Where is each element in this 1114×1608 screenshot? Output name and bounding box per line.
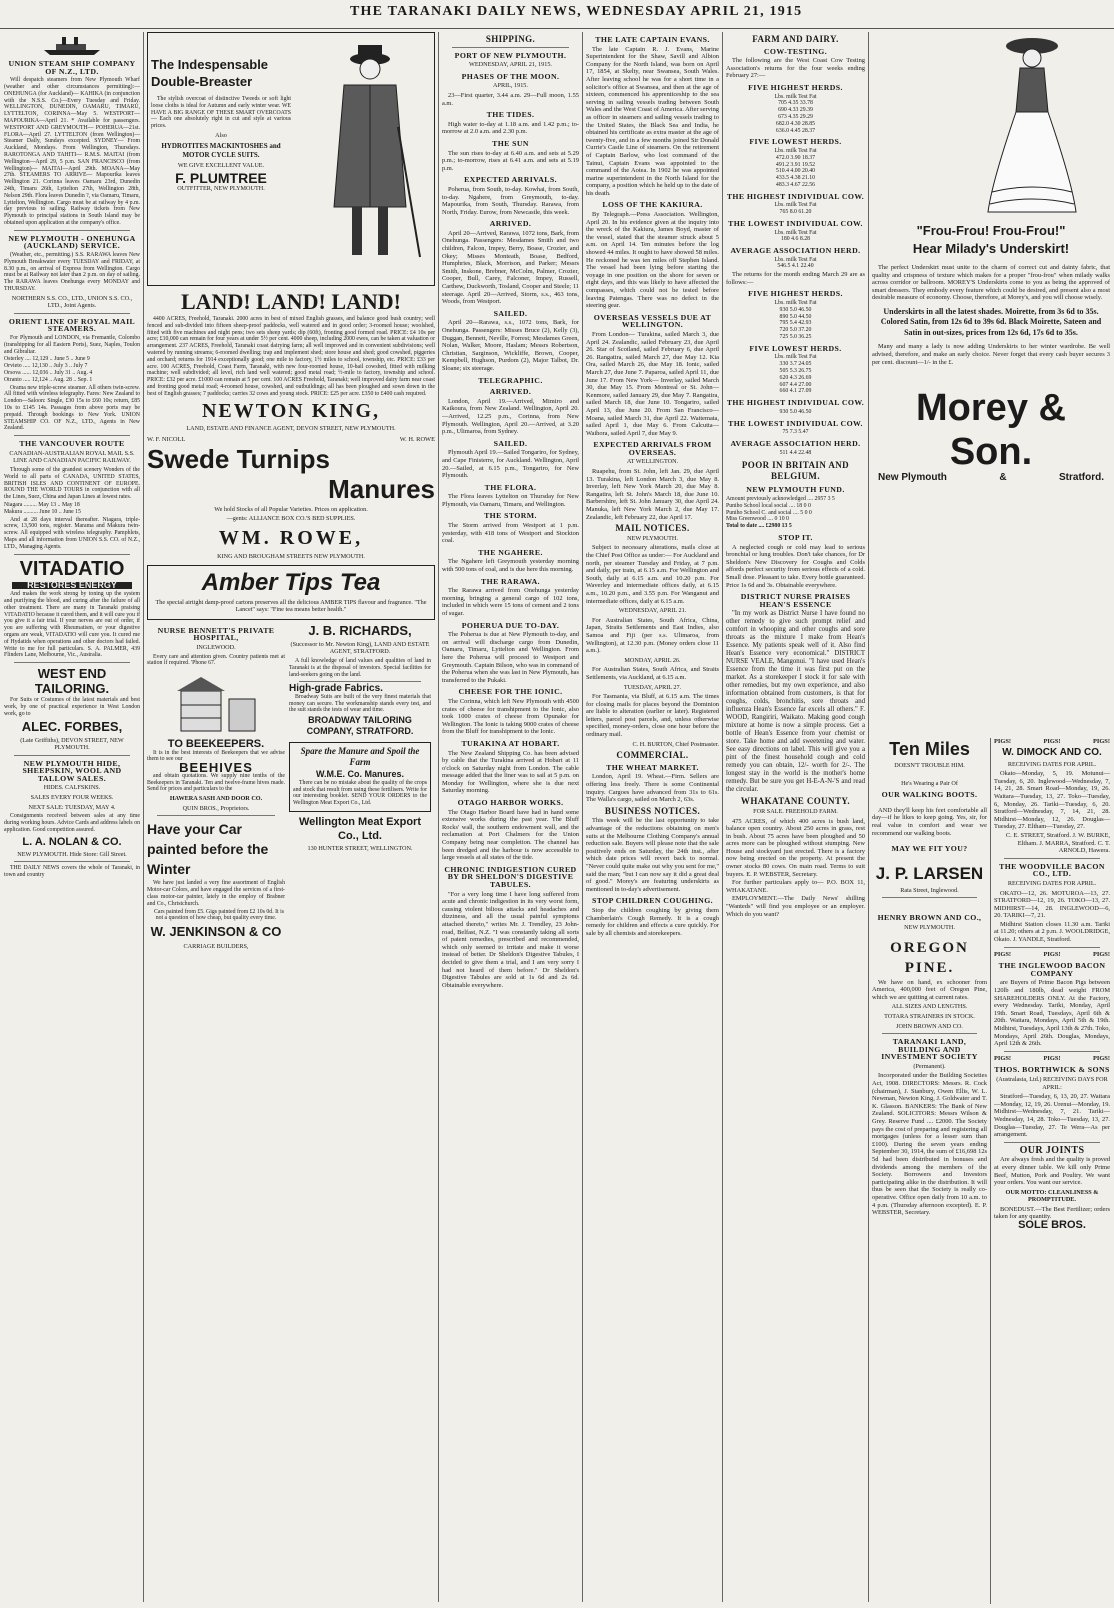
vancouver-row: Niagara ......... May 13 .. May 18 xyxy=(4,501,80,508)
lower-left-ads xyxy=(147,623,285,953)
pigs-row xyxy=(994,951,1110,959)
orient-heading: ORIENT LINE OF ROYAL MAIL STEAMERS. xyxy=(8,316,136,334)
dailynews-tail: THE DAILY NEWS covers the whole of Taranaki, in town and country xyxy=(4,865,140,879)
herd-row: 725 5.0 36.25 xyxy=(779,334,812,341)
whakatane-body: 475 ACRES, of which 400 acres is bush land, balance open country. About 250 acres in grass, rest in bush. About 75 acres have been ploughed and 50 acres more can be ploughed without stumping. New House and stockyard just erected. There is a factory now being erected on the property. At present the owner stocks 80 cows. On main road. Terms to suit buyers. E. P. WEBSTER, Secretary. xyxy=(726,817,865,878)
lower-ads-row xyxy=(147,623,435,953)
herd-row: 720 5.0 37.20 xyxy=(779,327,812,334)
morey-left: New Plymouth xyxy=(878,472,947,484)
cheese-heading: CHEESE FOR THE IONIC. xyxy=(458,687,563,697)
larsen-name: J. P. LARSEN xyxy=(875,863,984,883)
column-rule xyxy=(990,738,991,1604)
column-rule xyxy=(143,32,144,1602)
evans-heading: THE LATE CAPTAIN EVANS. xyxy=(595,35,710,44)
onehunga-agents: NORTHERN S.S. CO., LTD., UNION S.S. CO., LTD., Joint Agents. xyxy=(11,294,133,310)
rowe-name: WM. ROWE, xyxy=(218,526,364,549)
bldg-heading: TARANAKI LAND, BUILDING AND INVESTMENT SOCIETY xyxy=(881,1037,978,1062)
table-head: Lbs. milk Test Fat xyxy=(774,202,817,209)
tel-sailed-body: Plymouth April 19.—Sailed Tongariro, for Sydney, and Cape Finisterre, for Auckland. Wellington, April 20.—Sailed, at 6.15 p.m., Tongariro, for New Plymouth. xyxy=(442,449,579,480)
cough-body: Stop the children coughing by giving them Chamberlain's Cough Remedy. It is a cough remedy for children and effects a cure quickly. For sale by all chemists and storekeepers. xyxy=(586,906,719,937)
oregon-sizes: ALL SIZES AND LENGTHS. xyxy=(891,1003,968,1011)
turakina-body: The New Zealand Shipping Co. has been advised by cable that the Turakina arrived at Hobart at 11 o'clock on Saturday night from London. The cable message added that the liner was to sail at 5 p.m. on Monday for Wellington, where she is due next Saturday morning. xyxy=(442,749,579,795)
highgrade-body: Broadway Suits are built of the very finest materials that money can secure. The workmanship stands every test, and the suit stands the tests of wear and time. xyxy=(289,693,431,714)
tenmiles-body2: AND they'll keep his feet comfortable all day—if he likes to keep going. Yes, sir, for real value in comfort and wear we recommend our walking boots. xyxy=(872,806,987,837)
bonedust: BONEDUST.—The Best Fertilizer; orders taken for any quantity. xyxy=(994,1205,1110,1221)
newton-sub: LAND, ESTATE AND FINANCE AGENT, DEVON STREET, NEW PLYMOUTH. xyxy=(186,424,396,432)
pigs-label: PIGS! xyxy=(1043,950,1061,958)
avg-heading: AVERAGE ASSOCIATION HERD. xyxy=(730,246,861,256)
highest-cow-heading: THE HIGHEST INDIVIDUAL COW. xyxy=(726,191,865,201)
lower-right-ads xyxy=(289,623,431,953)
frou-spacer xyxy=(872,32,972,222)
mail-tue-body: For Tasmania, via Bluff, at 6.15 a.m. The times for closing mails for places beyond the Dominion are liable to alteration (earlier or later). Registered letters, parcel post parcels, and, unless otherwise specified, money-orders, close one hour before the ordinary mail. xyxy=(586,693,719,739)
highest-cow-heading: THE HIGHEST INDIVIDUAL COW. xyxy=(726,398,865,408)
bldg-body: Incorporated under the Building Societies Act, 1908. DIRECTORS: Messrs. R. Cock (chairman), J. Stanbury, Owen Ellis, W. L. Newman, Newton King, J. Goldwater and T. K. Glasson. BANKERS: The Bank of New Zealand. SOLICITORS: Messrs Wilson & Grey. Reserve Fund .... £2000. The Society pays the cost of preparing and registering all mortgages (unless for a lesser sum than £100). During the seven years ending September 30, 1914, the sum of £16,698 12s 5d had been distributed in bonuses and dividends among the members of the Society. Borrowers and Investors participating alike in the distribution. It will thus be seen that the Society is really co-operative. Office open daily from 10 a.m. to 4 p.m. (Thursday afternoon excepted). E. P. WEBSTER, Secretary. xyxy=(872,1072,987,1217)
whakatane-sub: FOR SALE. FREEHOLD FARM. xyxy=(753,807,838,815)
nicoll-left: W. F. NICOLL xyxy=(147,436,186,444)
kakiura-heading: LOSS OF THE KAKIURA. xyxy=(602,200,703,210)
at-wellington: AT WELLINGTON. xyxy=(626,458,679,466)
morey-amp: & xyxy=(999,472,1007,484)
richards-body: A full knowledge of land values and qualities of land in Taranaki is at the disposal of investors. Special facilities for land-seekers going on the land. xyxy=(289,657,431,678)
tenmiles-sub: DOESN'T TROUBLE HIM. xyxy=(894,762,965,769)
employment: EMPLOYMENT.—The Daily News' shilling "Wanteds" will find you employee or an employer. Which do you want? xyxy=(726,895,865,918)
orient-tail: Orama new triple-screw steamer. All others twin-screw. All fitted with wireless telegraphy. Fares: New Zealand to London—Saloon: Single, £30 15s to £60 10s; return, £85 10s to £145 14s. Passages from above ports may be prepaid. Through bookings to New York. UNION STEAMSHIP CO. OF N.Z., LTD., Agents in New Zealand. xyxy=(4,384,140,432)
westend-body: For Suits or Costumes of the latest materials and best work, by one of practical experience in West London work, go to xyxy=(4,697,140,717)
nurse-heading: DISTRICT NURSE PRAISES HEAN'S ESSENCE xyxy=(740,592,851,609)
column-rule xyxy=(868,32,869,1602)
jenkinson-name: W. JENKINSON & CO xyxy=(150,924,282,940)
stop-body: A neglected cough or cold may lead to serious bronchial or lung troubles. Don't take chances, for Dr Sheldon's New Discovery for Coughs and Colds affords perfect security from serious effects of a cold. Small dose. Pleasant to take. Every bottle guaranteed. Price 1s 6d and 3s. Obtainable everywhere. xyxy=(726,543,865,589)
herd-row: 620 4.3 26.69 xyxy=(779,374,812,381)
table-head: Lbs. milk Test Fat xyxy=(774,93,817,100)
orient-row: Orvieto ..... 12,130 .. July 3 .. July 7 xyxy=(4,363,88,370)
chronic-body: "For a very long time I have long suffered from acute and chronic indigestion in its very worst form, causing violent bilious attacks and headaches and dizziness, and all the usual painful symptoms attached thereto," writes Mr. J. Trendley, 23 John-road, Belfast, N.Z. "I was constantly taking all sorts of patent remedies, prescribed and recommended, which only seemed to irritate and make it worse instead of better. Dr Sheldon's Digestive Tabules, I decided to give them a trial, and I am very sorry I had not heard of them before." Dr Sheldon's Digestive Tabules are sold at 1s 6d and 2s 6d. Obtainable everywhere. xyxy=(442,890,579,989)
swede-body: We hold Stocks of all Popular Varieties. Prices on application. xyxy=(214,505,368,513)
masthead xyxy=(0,0,1114,29)
poherua-body: The Poherua is due at New Plymouth to-day, and on arrival will discharge cargo from Dunedin, Oamaru, Timaru, Lyttelton and Wellington. From here the Poherua will proceed to Westport and Greymouth. Captain Bilson, who was in command of the Poherua when she was last in New Plymouth, has transferred to the Pukaki. xyxy=(442,631,579,684)
whakatane-heading: WHAKATANE COUNTY. xyxy=(740,796,851,807)
pigs-label: PIGS! xyxy=(1092,738,1110,745)
fund-row: Miss Greenwood .... 0 10 0 xyxy=(726,516,789,523)
five-lowest-heading: FIVE LOWEST HERDS. xyxy=(749,137,842,147)
shipping-heading: SHIPPING. xyxy=(485,34,536,44)
pigs-label: PIGS! xyxy=(994,738,1012,745)
herd-row: 930 5.0 46.50 xyxy=(779,306,812,313)
five-highest-heading: FIVE HIGHEST HERDS. xyxy=(748,289,843,299)
vancouver-sub: CANADIAN-AUSTRALIAN ROYAL MAIL S.S. LINE AND CANADIAN PACIFIC RAILWAY. xyxy=(9,449,135,465)
mail-heading: MAIL NOTICES. xyxy=(615,523,690,534)
sailed-heading: SAILED. xyxy=(493,308,528,318)
tides-body: High water to-day at 1.18 a.m. and 1.42 p.m.; to-morrow at 2.0 a.m. and 2.30 p.m. xyxy=(442,120,579,136)
pigs-row xyxy=(994,738,1110,746)
column-morey-ads xyxy=(872,32,1110,732)
nolan-sub: NEW PLYMOUTH. Hide Store: Gill Street. xyxy=(17,850,127,858)
nicoll-row xyxy=(147,436,435,444)
march-intro: The returns for the month ending March 29 are as follows:— xyxy=(726,271,865,286)
frou-title: "Frou-Frou! Frou-Frou!" xyxy=(916,223,1066,238)
dimock-agents: C. E. STREET, Stratford. J. W. BURKE, Eltham. J. MARRA, Stratford. C. T. ARNOLD, Hawera. xyxy=(1005,831,1110,855)
swede-title: Swede Turnips xyxy=(147,443,330,474)
evans-body: The late Captain R. J. Evans, Marine Superintendent for the Shaw, Savill and Albion Company for the North Island, was born on April 17, 1854, at Skelty, near Swansea, South Wales. After leaving school he was for a short time in a solicitor's office at Swansea, and then at the age of sixteen, commenced his apprenticeship to the sea serving in sailing vessels trading between South Wales and the West Coast of America. After serving as officer in steamers and sailing vessels trading to the United States, the Black Sea and India, he obtained his certificate as extra master at the age of twenty-five, and in a few months joined Sir Donald Currie's Castle Line of steamers. On the retirement of Captain Barlow, who lost command of the Tainui, Captain Evans was appointed to the command of the Aotea. In 1902 he was appointed marine superintendent in the North Island for the company, a position which he held up to the date of his death. xyxy=(586,45,719,197)
herd-row: 890 5.0 44.50 xyxy=(779,313,812,320)
mail-mon-body: For Australian States, South Africa, and Straits Settlements, via Auckland, at 6.15 a.m. xyxy=(586,666,719,681)
column-boots-pine xyxy=(872,738,987,1604)
frou-tail: Many and many a lady is now adding Underskirts to her winter wardrobe. Be well advised, therefore, and make an early choice. Never forget that every cash buyer secures 3 per cent. discount—1/- in the £. xyxy=(872,343,1110,366)
plumtree-value: WE GIVE EXCELLENT VALUE. xyxy=(177,161,265,169)
tel-arrived-body: London, April 19.—Arrived, Mimiro and Kaikoura, from New Zealand. Wellington, April 20.—Arrived, 12.25 p.m., Corinna, from New Plymouth. Wellington, April 20.—Arrived, at 3.20 p.m., Ulimaroa, from Sydney. xyxy=(442,397,579,436)
mail-body: Subject to necessary alterations, mails close at the Chief Post Office as under:— For Auckland and north, per steamer Tuesday and Friday, at 7 p.m. and daily, per train, at 6.15 a.m. For Wellington and South, daily at 6.15 a.m. and 10.20 p.m. For Waverley and intermediate offices daily, at 6.15 a.m., 10.20 p.m., and 3.55 p.m. For Wanganui and intermediate offices, daily at 6.15 a.m. xyxy=(586,544,719,605)
car-body: We have just landed a very fine assortment of English Motor-car Colors, and have engaged the services of a first-class motor-car painter, lately in the employ of Brabner and Co., Christchurch. xyxy=(147,880,285,907)
beehive-illustration xyxy=(171,669,261,739)
spare-manure-advert xyxy=(289,742,431,812)
herd-row: 607 4.4 27.00 xyxy=(779,381,812,388)
table-head: Lbs. milk Test Fat xyxy=(774,147,817,154)
motto: OUR MOTTO: CLEANLINESS & PROMPTITUDE. xyxy=(1005,1188,1099,1204)
plumtree-title: The Indespensable Double-Breaster xyxy=(151,57,269,89)
brown-name: HENRY BROWN AND CO., xyxy=(877,913,982,923)
kakiura-body: By Telegraph.—Press Association. Wellington, April 20. In his evidence given at the inquiry into the wreck of the Kakiura, James Boyd, master of the vessel, stated that the steamer struck about 5 a.m. on April 14. Ten minutes before the log showed 44 miles. It ought to have showed 58 miles. He reckoned he was ten miles off Stephen Island. The vessel had been lying before starting the voyage in one position on the shore for seven or eight days, and this was likely to have affected the compasses, which could not be tested before leaving Patengas. There was no defect in the steering gear. xyxy=(586,211,719,310)
otago-body: The Otago Harbor Board have had in hand some extensive works during the past year. The Bluff Rocks' wall, the southern endowment wall, and the reclamation at Port Chalmers for the Union Company being near completion. The channel has been dredged and the harbour is now accessible to large vessels at all states of the tide. xyxy=(442,808,579,862)
hawera-name: HAWERA SASH AND DOOR CO. xyxy=(169,795,263,803)
herd-row: 546.5 4.1 22.40 xyxy=(777,263,814,270)
fund-total: Total to date .... £2980 13 5 xyxy=(726,523,792,530)
moon-heading: PHASES OF THE MOON. xyxy=(461,71,560,81)
tenmiles-boots: OUR WALKING BOOTS. xyxy=(881,790,978,800)
tenmiles-title: Ten Miles xyxy=(889,739,970,759)
plumtree-body: The stylish overcoat of distinctive Tweeds or soft light loose cloths is ideal for Autumn and early winter wear. WE HAVE A BIG RANGE OF THESE SMART OVERCOATS— Each one absolutely right in cut and style at various prices. xyxy=(151,96,291,130)
borthwick-body: Stratford—Tuesday, 6, 13, 20, 27. Waitara—Monday, 12, 19, 26. Urenui—Monday, 19. Midhirst—Wednesday, 7, 21. Tariki—Wednesday, 14, 28. Toko—Tuesday, 13, 27. Douglas—Tuesday, 27. Te Wera—As per arrangement. xyxy=(994,1093,1110,1139)
swede-agents: —gents: ALLIANCE BOX CO.'S BED SUPPLIES. xyxy=(226,515,356,523)
overseas-body: From London— Turakina, sailed March 3, due April 24. Zealandic, sailed February 23, due April 26. Star of Scotland, sailed February 6, due April 26. Rangatira, sailed March 27, due May 12. Kia Ora, sailed March 26, due May 18. Ionic, sailed March 27, due June 7. Paparoa, sailed April 11, due June 17. From New York— Inverlay, sailed March 30, due May 15. From Montreal or St. John— Kenmore, sailed January 29, due May 7. Rangatira, sailed March 18, due June 10. Tongariro, sailed April 13, due June 20. From San Francisco— Moana, sailed March 31, due April 22. Waitemata, sailed April 1, due May 6. From Calcutta— Waihora, sailed April 7, due May 9. xyxy=(586,330,719,437)
lowest-cow-heading: THE LOWEST INDIVIDUAL COW. xyxy=(728,418,863,428)
herd-row: 660 4.1 27.09 xyxy=(779,388,812,395)
inglewood-heading: THE INGLEWOOD BACON COMPANY xyxy=(998,961,1106,978)
telegraphic-heading: TELEGRAPHIC. xyxy=(478,375,543,385)
column-farm-dairy xyxy=(726,32,865,1604)
lady-underskirt-illustration xyxy=(972,32,1102,222)
pigs-label: PIGS! xyxy=(1092,950,1110,958)
broadway-name: BROADWAY TAILORING COMPANY, STRATFORD. xyxy=(306,715,414,737)
mail-wed-body: For Australian States, South Africa, China, Japan, Straits Settlements and East Indies, also Samoa and Fiji (per s.s. Ulimaroa, from Wellington), at 12.30 p.m. (Money orders close 11 a.m.). xyxy=(586,616,719,655)
lowest-cow-heading: THE LOWEST INDIVIDUAL COW. xyxy=(728,218,863,228)
plumtree-sub: OUTFITTER, NEW PLYMOUTH. xyxy=(177,184,265,192)
business-body: This week will be the last opportunity to take advantage of the reductions obtaining on men's suits at the Melbourne Clothing Company's annual reduction sale. Buyers will please note that the sale positively ends on Saturday, the 24th inst., after which date prices will revert back to normal. "Never could quite make out why you sent for me," said the man; "but I can now say it did a great deal of good." Morey's are featuring underskirts as mentioned in to-day's advertisement. xyxy=(586,817,719,893)
column-news xyxy=(586,32,719,1604)
expected-overseas-heading: EXPECTED ARRIVALS FROM OVERSEAS. xyxy=(593,440,712,457)
oregon-totara: TOTARA STRAINERS IN STOCK. xyxy=(884,1012,975,1020)
fund-row: Puniho School local social .... 18 0 0 xyxy=(726,502,811,509)
richards-sub: (Successor to Mr. Newton King), LAND AND ESTATE AGENT, STRATFORD. xyxy=(290,640,430,656)
avg-heading: AVERAGE ASSOCIATION HERD. xyxy=(730,439,861,448)
herd-row: 505 5.3 26.75 xyxy=(779,368,812,375)
newton-name: NEWTON KING, xyxy=(201,399,381,422)
westend-title: WEST END TAILORING. xyxy=(34,666,110,697)
burton: C. H. BURTON, Chief Postmaster. xyxy=(632,740,719,748)
herd-row: 636.0 4.45 28.37 xyxy=(775,127,816,134)
herd-row: 330 3.7 24.05 xyxy=(779,361,812,368)
richards-name: J. B. RICHARDS, xyxy=(308,622,412,638)
business-heading: BUSINESS NOTICES. xyxy=(604,805,701,816)
herd-row: 472.0 3.90 18.37 xyxy=(775,154,816,161)
moon-body: 23—First quarter, 3.44 a.m. 29—Full moon, 1.55 a.m. xyxy=(442,91,579,107)
herd-row: 682.0 4.30 28.85 xyxy=(775,120,816,127)
herd-row: 75 7.3 5.47 xyxy=(782,429,809,436)
oregon-name: JOHN BROWN AND CO. xyxy=(896,1022,963,1030)
flora-body: The Flora leaves Lyttelton on Thursday for New Plymouth, via Oamaru, Timaru, and Wellington. xyxy=(442,493,579,508)
ngahere-heading: THE NGAHERE. xyxy=(478,547,543,557)
oregon-title: OREGON PINE. xyxy=(890,939,969,976)
beehives: BEEHIVES xyxy=(179,760,253,776)
wmeco-body: There can be no mistake about the quality of the crops and stock that result from using these fertilisers. Write for our interesting booklet. SEND YOUR ORDERS to the Wellington Meat Export Co., Ltd. xyxy=(293,779,427,807)
jenkinson-sub: CARRIAGE BUILDERS, xyxy=(183,943,249,951)
forbes-name: ALEC. FORBES, xyxy=(21,718,123,734)
poherua-heading: POHERUA DUE TO-DAY. xyxy=(461,620,560,630)
bee-body2: and obtain quotations. We supply nine tenths of the Beekeepers in Taranaki. Ten and twelve-frame hives made. Send for prices and particulars to the xyxy=(147,772,285,793)
frou-list: Underskirts in all the latest shades. Moirette, from 3s 6d to 35s. Colored Satin, from 12s 6d to 39s 6d. Black Moirette, Sateen and Satin in out-sizes, prices from 12s 6d, 17s 6d to 35s. xyxy=(880,306,1102,337)
table-head: Lbs. milk Test Fat xyxy=(774,300,817,307)
wheat-body: London, April 19. Wheat.—Firm. Sellers are offering less freely. There is some Continental inquiry. Cargoes have advanced from 31s to 61s. The Walla's cargo, sailed on March 2, 63s. xyxy=(586,773,719,804)
pigs-label: PIGS! xyxy=(994,1054,1012,1062)
herd-row: 795 5.4 42.93 xyxy=(779,320,812,327)
pigs-label: PIGS! xyxy=(1092,1054,1110,1062)
tel-arrived-heading: ARRIVED. xyxy=(489,387,532,397)
moon-month: APRIL, 1915. xyxy=(493,82,528,90)
herd-row: 705 4.35 33.78 xyxy=(778,100,813,107)
onehunga-heading: NEW PLYMOUTH - ONEHUNGA (AUCKLAND) SERVICE. xyxy=(8,233,136,251)
turakina-heading: TURAKINA AT HOBART. xyxy=(461,738,560,748)
manures-title: Manures xyxy=(328,473,435,504)
borthwick-sub: (Australasia, Ltd.) RECEIVING DAYS FOR APRIL: xyxy=(996,1075,1108,1091)
vancouver-tail: And at 28 days interval thereafter. Niagara, triple-screw, 13,500 tons, register. Marama and Makura twin-screw. All equipped with wireless telegraphy. Pamphlets, Maps and all information from UNION S.S. CO. of N.Z., LTD., Managing Agents. xyxy=(4,516,140,550)
steamship-icon xyxy=(42,34,102,56)
chronic-heading: CHRONIC INDIGESTION CURED BY DR SHELDON'S DIGESTIVE TABULES. xyxy=(444,864,577,889)
masthead-title: THE TARANAKI DAILY NEWS, WEDNESDAY APRIL 21, 1915 xyxy=(350,4,803,19)
flora-heading: THE FLORA. xyxy=(484,482,537,492)
woodville-heading: THE WOODVILLE BACON CO., LTD. xyxy=(999,861,1105,879)
land-title: LAND! LAND! LAND! xyxy=(181,289,401,314)
cough-heading: STOP CHILDREN COUGHING. xyxy=(591,896,714,906)
pigs-label: PIGS! xyxy=(994,950,1012,958)
farm-heading: FARM AND DAIRY. xyxy=(752,34,839,44)
arrived-heading: ARRIVED. xyxy=(489,219,532,229)
expected-body: Poherua, from South, to-day. Kowhai, from South, to-day. Ngahere, from Greymouth, to-day. Mapourika, from South, Thursday. Rarawa, from North, Friday. Eurow, from Newcastle, this week. xyxy=(442,185,579,216)
sailed-body: April 20—Rarawa, s.s., 1072 tons, Bark, for Onehunga. Passengers: Misses Bruce (2), Kelly (3), Duggan, Bennett, Neville, Forrest; Mesdames Green, Nolan, Walker, Moore, Haslam; Messrs Robertson, Christian, Sarginson, Wickliffe, Brown, Cooper, Kempbell, Hughson, Purdom (2), Major Talbot, Dr. Sloane; six steerage. xyxy=(442,319,579,372)
dimock-body: Okato—Monday, 5, 19. Motunui—Tuesday, 6, 20. Inglewood—Wednesday, 7, 14, 21, 28. Smart Road—Monday, 19, 26. Waitara—Tuesday, 13, 27. Toko—Tuesday, 6, Monday, 26. Tariki—Tuesday, 6, 20. Stratford—Wednesday, 7, 14, 21, 28. Midhirst—Monday, 12, 26. Douglas—Tuesday, 27. Eltham—Tuesday, 27. xyxy=(994,770,1110,831)
frou-top xyxy=(872,32,1110,222)
poor-heading: POOR IN BRITAIN AND BELGIUM. xyxy=(741,460,850,482)
plumtree-name: F. PLUMTREE xyxy=(175,170,267,187)
pigs-label: PIGS! xyxy=(1043,738,1061,745)
cow-intro: The following are the West Coast Cow Testing Association's returns for the four weeks ending February 27:— xyxy=(726,57,865,80)
tel-sailed-heading: SAILED. xyxy=(493,438,528,448)
joints-body: Are always fresh and the quality is proved at every dinner table. We kill only Prime Beef, Mutton, Pork and Poultry. We want your orders. You want our service. xyxy=(994,1156,1110,1187)
woodville-tail: Midhirst Station closes 11.30 a.m. Tariki at 11.20; others at 2 p.m. J. WOOLDRIDGE, Okato. J. YANDLE, Stratford. xyxy=(994,920,1110,944)
table-head: Lbs. milk Test Fat xyxy=(774,256,817,263)
land-body: 4400 ACRES, Freehold, Taranaki. 2000 acres in best of mixed English grasses, and balance good bush country; well fenced and sub-divided into fifteen sheep-proof paddocks, well watered and in good order; 3-roomed house; woolshed, fitted with five machines and night pens; two sets sheep yards; dip (60ft), fronting good formed road. PRICE: £4 10s per acre; £10,000 can remain for four years at under 5½ per cent. 4000 sheep, including 2000 ewes, can be taken at valuation or arrangement. 237 ACRES, Freehold, Taranaki coast dairying farm; all well improved and in convenient subdivisions; well watered by running streams; 6-roomed dwelling; trap and implement shed; store house and shed; good cowshed, piggeries and orchard; returns for 1914 exceptionally good; one mile to factory, 1½ miles to school, township, etc. PRICE: £33 per acre. 100 ACRES, Freehold, Coast Farm, Taranaki, with new four-roomed house, 10-bail cowshed, fitted with milking machine; well subdivided; all level, rich land well watered; good metal road; ½-mile to factory, township and school. PRICE: £32 per acre. £1000 can remain at 5 per cent. 100 ACRES Freehold, Taranaki; well improved dairy farm near coast and fronting good metal road; 4-roomed house, cowshed, and outbuildings; all has been ploughed and sown down in the best of English grasses; 7 paddocks; carries 32 cows and young stock. PRICE: £25 per acre. £350 to £400 cash required. xyxy=(147,316,435,397)
forbes-sub: (Late Griffiths), DEVON STREET, NEW PLYMOUTH. xyxy=(20,736,124,752)
column-land-ads xyxy=(147,32,435,1604)
herd-row: 491.2 3.91 19.52 xyxy=(775,161,816,168)
vitadatio-sub: RESTORES ENERGY xyxy=(12,582,132,590)
hide-next: NEXT SALE: TUESDAY, MAY 4. xyxy=(28,803,116,811)
herd-row: 510.4 4.00 20.40 xyxy=(775,168,816,175)
tides-heading: THE TIDES. xyxy=(486,110,535,120)
commercial-heading: COMMERCIAL. xyxy=(616,750,689,761)
spare-title: Spare the Manure and Spoil the Farm xyxy=(300,746,420,768)
nolan-name: L. A. NOLAN & CO. xyxy=(22,835,122,848)
meat-title: Wellington Meat Export Co., Ltd. xyxy=(298,816,422,843)
table-head: Lbs. milk Test Fat xyxy=(774,354,817,361)
tenmiles-body: He's Wearing a Pair Of xyxy=(901,779,958,787)
vancouver-heading: THE VANCOUVER ROUTE xyxy=(19,439,125,449)
mail-mon: MONDAY, APRIL 26. xyxy=(624,656,681,664)
table-head: Lbs. milk Test Fat xyxy=(774,229,817,236)
borthwick-heading: THOS. BORTHWICK & SONS xyxy=(994,1065,1110,1075)
nicoll-right: W. H. ROWE xyxy=(399,436,435,444)
expected-overseas-body: Ruapehu, from St. John, left Jan. 29, due April 13. Turakina, left London March 3, due May 8. Inverlay, left New York March 20, due May 8. Rangatira, left St. John's March 18, due June 10. Barbershire, left St. John January 30, due April 24. Manuka, left New York March 2, due May 17. Zealandic, left February 22, due April 17. xyxy=(586,468,719,521)
frou-body: The perfect Underskirt must unite to the charm of correct cut and dainty fabric, that quality and crispness of texture which makes for a proper "frou-frou" when milady walks across corridor or ballroom. MOREY'S Underskirts come to you as being the approved of smart dressers. They embody every feature which could be desired, and present also a most desirable measure of economy. Choose, therefore, at Morey's, and you will choose wisely. xyxy=(872,264,1110,302)
morey-locations xyxy=(872,474,1110,482)
column-shipping-news xyxy=(442,32,579,1604)
vancouver-row: Makura .......... June 10 .. June 15 xyxy=(4,508,81,515)
plumtree-items: HYDROTITES MACKINTOSHES and MOTOR CYCLE SUITS. xyxy=(161,141,281,159)
cow-heading: COW-TESTING. xyxy=(763,46,828,56)
wmeco-title: W.M.E. Co. Manures. xyxy=(315,769,404,780)
fund-row: Amount previously acknowledged .... 2957 3 5 xyxy=(726,495,835,502)
hide-heading: NEW PLYMOUTH HIDE, SHEEPSKIN, WOOL AND TALLOW SALES. xyxy=(22,758,122,783)
orient-row: Osterley .... 12,129 .. June 5 .. June 9 xyxy=(4,356,90,363)
brown-sub: NEW PLYMOUTH. xyxy=(904,923,955,931)
highgrade-title: High-grade Fabrics. xyxy=(289,683,383,695)
bennett-body: Every care and attention given. Country patients met at station if required. 'Phone 67. xyxy=(147,653,285,667)
dimock-name: W. DIMOCK AND CO. xyxy=(1002,746,1102,758)
column-shipping-ads xyxy=(4,32,140,1604)
pigs-label: PIGS! xyxy=(1043,1054,1061,1062)
woodville-body: OKATO—12, 26. MOTUROA—13, 27. STRATFORD—12, 19, 26. TOKO—13, 27. MIDHIRST—14, 28. INGLEWOOD—6, 20. TARIKI—7, 21. xyxy=(994,889,1110,920)
rarawa-body: The Rarawa arrived from Onehunga yesterday morning, bringing a general cargo of 102 tons, included in which were 15 tons of cement and 2 tons of sugar. xyxy=(442,587,579,617)
amber-title: Amber Tips Tea xyxy=(201,568,381,596)
bee-body: It is in the best interests of Beekeepers that we advise them to see our xyxy=(147,749,285,763)
five-highest-heading: FIVE HIGHEST HERDS. xyxy=(748,82,843,92)
expected-heading: EXPECTED ARRIVALS. xyxy=(464,175,557,185)
port-heading: PORT OF NEW PLYMOUTH. xyxy=(454,50,567,60)
orient-row: Otranto ..... 12,124 .. Aug. 28 .. Sep. 1 xyxy=(4,376,93,383)
onehunga-body: (Weather, etc., permitting.) S.S. RARAWA leaves New Plymouth Breakwater every TUESDAY and FRIDAY, at 8.30 p.m., on arrival of Express from Wellington. Cargo must be at Railway not later than 2 p.m. on day of sailing. The RARAWA leaves Onehunga every MONDAY and THURSDAY. xyxy=(4,251,140,292)
herd-row: 930 5.0 46.50 xyxy=(779,408,812,415)
union-heading: UNION STEAM SHIP COMPANY OF N.Z., LTD. xyxy=(8,59,136,76)
morey-name: Morey & Son. xyxy=(916,387,1066,474)
hide-sales: SALES EVERY FOUR WEEKS. xyxy=(30,794,114,802)
hide-body: Consignments received between sales at any time during working hours. Advice Cards and address labels on application. Good competition assured. xyxy=(4,813,140,833)
dimock-sub: RECEIVING DATES FOR APRIL. xyxy=(1007,760,1097,768)
vitadatio-title: VITADATIO xyxy=(19,557,125,580)
herd-row: 483.3 4.67 22.56 xyxy=(775,181,816,188)
plumtree-advert xyxy=(147,32,435,286)
herd-row: 765 8.0 61.20 xyxy=(779,209,812,216)
sun-heading: THE SUN xyxy=(492,138,529,148)
inglewood-body: are Buyers of Prime Bacon Pigs between 120lb and 180lb, dead weight FROM SHAREHOLDERS ONLY. At the Factory, every Wednesday. Tariki, Monday, April 19th. Smart Road, Tuesdays, April 6th & 20th. Waitara, Mondays, April 5th & 19th. Midhirst, Tuesdays, April 13th & 27th. Toko, Mondays, April 26th. Douglas, Mondays, April 12th & 26th. xyxy=(994,979,1110,1048)
orient-body: For Plymouth and LONDON, via Fremantle, Colombo (transhipping for all Eastern Ports), Suez, Naples, Toulon and Gibraltar. xyxy=(4,335,140,355)
otago-heading: OTAGO HARBOR WORKS. xyxy=(457,798,564,808)
arrived-body: April 20—Arrived, Rarawa, 1072 tons, Bark, from Onehunga. Passengers: Mesdames Smith and two children, Falcon, Impey, Berry, Boase, Crozier, and Okey; Misses Monteath, Boase, Bedford, Humphries, Black, Morrison, and Parker; Messrs Smith, Inskone, Brebner, McColm, Palmer, Crozier, Cooper, Bull, Carey, Falconer, Impey, Russell, Carthew, Duckworth, Tosland, Cooper and Steele; 11 steerage. April 20—Arrived, Storm, s.s., 463 tons, Woods, from Westport. xyxy=(442,229,579,306)
frou-sub: Hear Milady's Underskirt! xyxy=(912,241,1070,256)
column-bacon xyxy=(994,738,1110,1604)
ngahere-body: The Ngahere left Greymouth yesterday morning with 500 tons of coal, and is due here this morning. xyxy=(442,558,579,574)
union-body: Will despatch steamers from New Plymouth Wharf (weather and other circumstances permitting):— ONEHUNGA (for Auckland)— KAHIKA (in conjunction with the N.S.S. Co.)—Every Tuesday and Friday. WELLINGTON, DUNEDIN, OAMARU, TIMARU, LYTTELTON, CORINNA—May 5. WESTPORT— MAPOURIKA—April 21. * Available for passengers. WESTPORT AND GREYMOUTH— POHERUA—21st. FLORA—April 27. LYTTELTON (from Wellington)— Steamer Daily, Sundays excepted. SYDNEY— From Auckland, Mondays. From Wellington, Thursdays. RAROTONGA AND TAHITI— R.M.S. MAITAI (from Wellington—April 29, 5 p.m. SAN FRANCISCO (from Wellington)— MAITAI—April 29th. MOANA—May 27th. STEAMERS TO ARRIVE— Mapourika leaves Wellington 21. Corinna leaves Oamaru 23rd, Dunedin 24th, Timaru 26th, Lyttelton 27th, Wellington 28th, Nelson 29th. Flora leaves Dunedin ?, via Oamaru, Timaru, Lyttelton, Wellington. Cargo must be at railway by 4 p.m. day previous to sailing. Railway tickets from New Plymouth to principal stations in South Island may be obtained upon application at the company's office. xyxy=(4,77,140,226)
bennett-title: NURSE BENNETT'S PRIVATE HOSPITAL, xyxy=(157,625,275,643)
bldg-sub: (Permanent). xyxy=(913,1062,946,1070)
herd-row: 511 4.4 22.48 xyxy=(779,449,812,456)
column-rule xyxy=(438,32,439,1602)
herd-row: 433.5 4.38 21.10 xyxy=(775,175,816,182)
cheese-body: The Corinna, which left New Plymouth with 4500 crates of cheese for transhipment to the Ionic, also took 1000 crates of cheese from Opunake for Wellington. The Ionic is taking 9000 crates of cheese from the Bluff for transhipment to the Ionic. xyxy=(442,697,579,736)
car-title: Have your Car painted before the Winter xyxy=(147,821,269,878)
fund-heading: NEW PLYMOUTH FUND. xyxy=(746,485,845,495)
herd-row: 180 4.6 8.28 xyxy=(781,236,810,243)
mail-wed: WEDNESDAY, APRIL 21. xyxy=(618,607,687,615)
orient-row: Orsova ...... 12,036 .. July 31 .. Aug. 4 xyxy=(4,370,93,377)
stop-heading: STOP IT. xyxy=(778,532,813,542)
port-date: WEDNESDAY, APRIL 21, 1915. xyxy=(469,61,552,69)
amber-tips-advert xyxy=(147,565,435,620)
rowe-sub: KING AND BROUGHAM STREETS NEW PLYMOUTH. xyxy=(217,552,365,560)
overseas-heading: OVERSEAS VESSELS DUE AT WELLINGTON. xyxy=(593,312,712,330)
mail-tue: TUESDAY, APRIL 27. xyxy=(623,683,682,691)
nurse-body: "In my work as District Nurse I have found no other remedy to give such prompt relief and comfort in whooping and other coughs and sore throats as the mixture I make from Hean's Essence. My patients speak well of it. Also find Hean's Essence very economical." DISTRICT NURSE VEALE, Mangonui. "I have used Hean's Essence from the time it was first put on the market. As a storekeeper I stock it for sale with other remedies, but my own experience, and also information obtained from customers, is that for coughs, colds, bronchitis, sore throats and influenza Hean's Essence far excels all others." F. WOOD, Rangiriri, Waikato. Making good cough mixture at home is now a simple process. Get a bottle of Hean's Essence from your chemist or store. Take home and add sweetening and water. See easy directions on label. This will give you a pint of the finest household cough and cold remedy you can obtain, 12/- worth for 2/-. The longest stay in the world is the mother's home remedy. But be sure you get H-E-A-N-'S and read the circular. xyxy=(726,610,865,794)
joints-heading: OUR JOINTS xyxy=(1019,1144,1085,1156)
meat-sub: 130 HUNTER STREET, WELLINGTON. xyxy=(307,845,413,853)
bee-title: TO BEEKEEPERS. xyxy=(167,738,265,751)
column-rule xyxy=(582,32,583,1602)
herd-row: 690 4.33 29.39 xyxy=(778,107,813,114)
storm-heading: THE STORM. xyxy=(484,511,537,521)
hawera-sub: QUIN BROS., Proprietors. xyxy=(182,804,250,812)
herd-row: 673 4.35 29.29 xyxy=(778,113,813,120)
mail-place: NEW PLYMOUTH. xyxy=(627,534,678,542)
vancouver-body: Through some of the grandest scenery Wonders of the World to all parts of CANADA, UNITED STATES, BRITISH ISLES AND CONTINENT OF EUROPE. ROUND THE WORLD TOURS in conjunction with all the Lines, Suez, China and Japan Lines at lowest rates. xyxy=(4,467,140,501)
sole-bros: SOLE BROS. xyxy=(1018,1219,1086,1232)
hide-items: HIDES. CALFSKINS. xyxy=(43,784,101,792)
woodville-sub: RECEIVING DATES FOR APRIL. xyxy=(1007,879,1097,887)
fund-row: Puniho School C. and social .... 5 0 0 xyxy=(726,509,812,516)
rarawa-heading: THE RARAWA. xyxy=(481,576,540,586)
morey-right: Stratford. xyxy=(1058,472,1104,484)
amber-body: The special airtight damp-proof cartons preserves all the delicious AMBER TIPS flavour and fragrance. "The Lancet" says: "Fine tea means better health." xyxy=(155,598,427,614)
five-lowest-heading: FIVE LOWEST HERDS. xyxy=(749,343,842,353)
wheat-heading: THE WHEAT MARKET. xyxy=(606,762,699,772)
storm-body: The Storm arrived from Westport at 1 p.m. yesterday, with 418 tons of Westport and Stockton coal. xyxy=(442,522,579,545)
vitadatio-body: And makes the work strong by toning up the system and purifying the blood, and curing after the failure of all other treatment. There are many in Taranaki praising VITADATIO because it cured them, and it will cure you if you give it a fair trial. If your nerves are out of order, if you are suffering with Rheumatism, or your digestive organs are weak, VITADATIO will cure you. It cured me of Hydatids when operations and other doctors had failed. Write to me for full particulars. S. A. PALMER, 439 Flinders Lane, Melbourne, Vic., Australia. xyxy=(4,591,140,659)
car-prices: Cars painted from £5. Gigs painted from £2 10s 0d. It is not a question of how cheap, but quality every time. xyxy=(154,908,284,922)
bennett-place: INGLEWOOD. xyxy=(196,643,236,651)
overcoat-man-illustration xyxy=(308,37,428,273)
oregon-body: We have on hand, ex schooner from America, 400,000 feet of Oregon Pine, which we are quitting at current rates. xyxy=(872,978,987,1001)
sun-body: The sun rises to-day at 6.40 a.m. and sets at 5.29 p.m.; to-morrow, rises at 6.41 a.m. and sets at 5.19 p.m. xyxy=(442,149,579,172)
further: For further particulars apply to— P.O. BOX 11, WHAKATANE. xyxy=(726,879,865,894)
pigs-row xyxy=(994,1055,1110,1063)
larsen-sub: Rata Street, Inglewood. xyxy=(900,886,959,894)
column-rule xyxy=(722,32,723,1602)
plumtree-also: Also xyxy=(215,131,227,139)
tenmiles-fit: MAY WE FIT YOU? xyxy=(891,844,968,854)
